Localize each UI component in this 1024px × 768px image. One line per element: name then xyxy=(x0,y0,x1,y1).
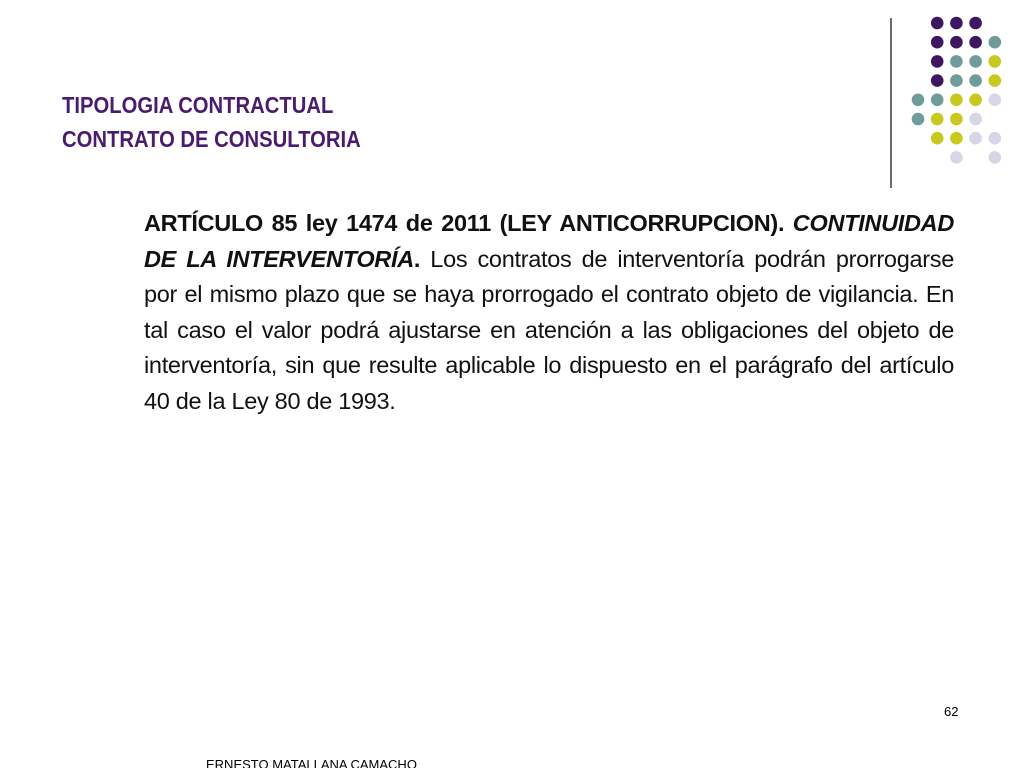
decorative-dot xyxy=(912,113,925,126)
article-subheading: CONTINUIDAD DE LA INTERVENTORÍA xyxy=(144,210,954,272)
article-subheading-punct: . xyxy=(413,245,421,272)
decorative-dot xyxy=(950,113,963,126)
slide-title xyxy=(62,88,361,156)
article-heading: ARTÍCULO 85 ley 1474 de 2011 (LEY ANTICORRUPCION). xyxy=(144,210,785,236)
decorative-dot xyxy=(989,74,1002,87)
decorative-dot xyxy=(950,94,963,107)
decorative-dot xyxy=(969,55,982,68)
decorative-dot xyxy=(989,132,1002,145)
decorative-dot xyxy=(969,74,982,87)
decorative-dot xyxy=(950,36,963,49)
decorative-dot xyxy=(950,17,963,30)
decorative-dot xyxy=(969,36,982,49)
decorative-dot xyxy=(912,94,925,107)
decorative-dot xyxy=(950,74,963,87)
article-text xyxy=(144,206,954,419)
title-line-1: TIPOLOGIA CONTRACTUAL xyxy=(62,92,334,118)
decorative-dot xyxy=(950,55,963,68)
decorative-dot xyxy=(931,36,944,49)
decorative-dot xyxy=(969,113,982,126)
decorative-dot xyxy=(989,36,1002,49)
decorative-dot xyxy=(989,94,1002,107)
decorative-dot xyxy=(931,94,944,107)
decorative-dot xyxy=(989,55,1002,68)
article-body: Los contratos de interventoría podrán prorrogarse por el mismo plazo que se haya prorrogado el contrato objeto de vigilancia. En tal caso el valor podrá ajustarse en atención a las obligaciones del objeto de interventoría, sin que resulte aplicable lo dispuesto en el parágrafo del artículo 40 de la Ley 80 de 1993. xyxy=(144,245,954,414)
title-line-2: CONTRATO DE CONSULTORIA xyxy=(62,126,361,152)
decorative-dot xyxy=(969,132,982,145)
decorative-dot xyxy=(950,132,963,145)
decorative-dot xyxy=(931,113,944,126)
decorative-dot xyxy=(989,151,1002,164)
decorative-dot xyxy=(950,151,963,164)
decorative-dot xyxy=(969,17,982,30)
vertical-divider xyxy=(890,18,892,188)
author-footer: ERNESTO MATALLANA CAMACHO xyxy=(206,757,417,768)
decorative-dot xyxy=(969,94,982,107)
decorative-dot xyxy=(931,17,944,30)
page-number: 62 xyxy=(944,704,959,719)
decorative-dot xyxy=(931,55,944,68)
decorative-dot xyxy=(931,132,944,145)
decorative-dot xyxy=(931,74,944,87)
